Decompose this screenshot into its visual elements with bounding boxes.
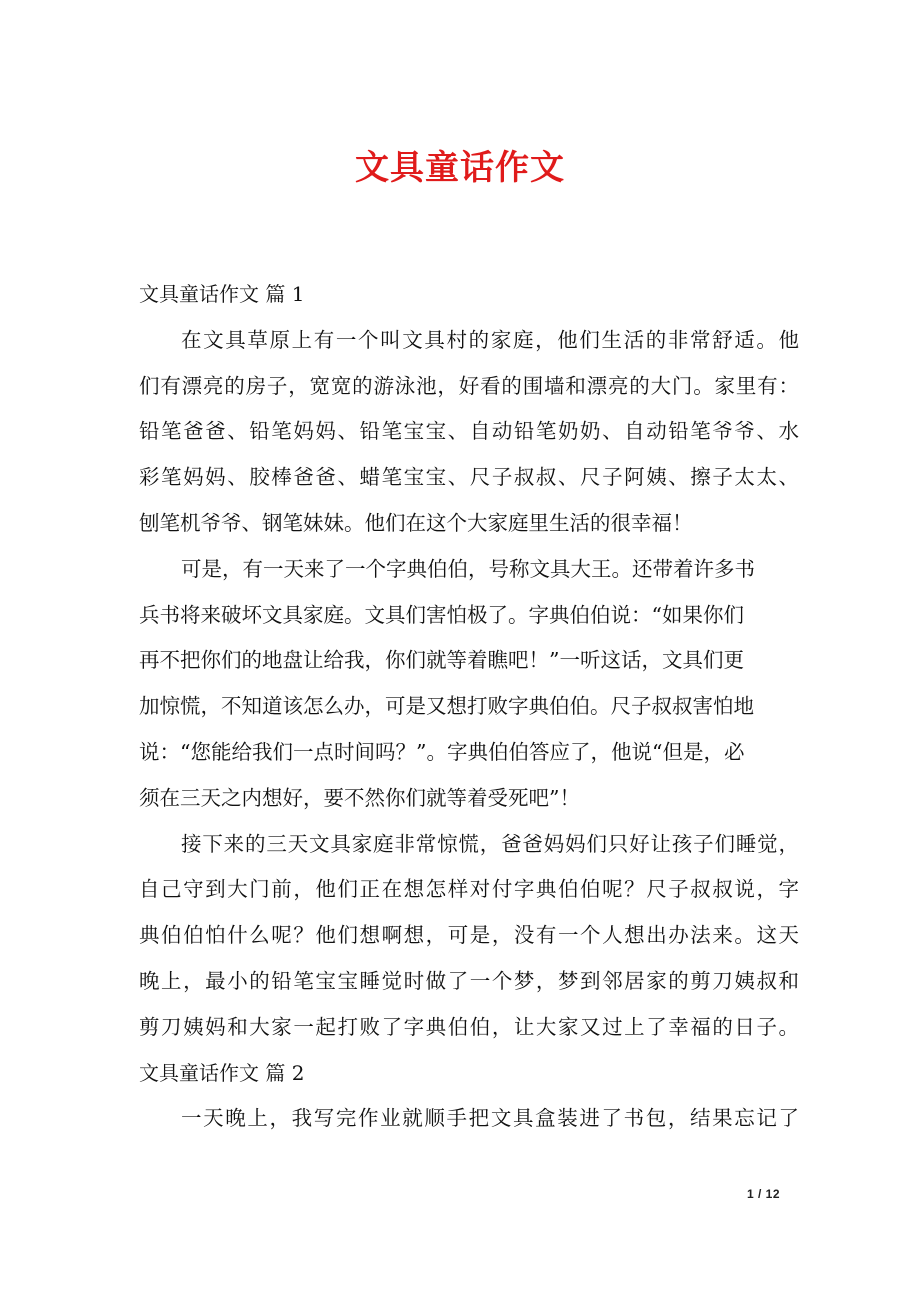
body-line: 一天晚上，我写完作业就顺手把文具盒装进了书包，结果忘记了 <box>181 1106 799 1131</box>
body-line: 晚上，最小的铅笔宝宝睡觉时做了一个梦，梦到邻居家的剪刀姨叔和 <box>139 968 799 993</box>
body-line: 在文具草原上有一个叫文具村的家庭，他们生活的非常舒适。他 <box>181 327 799 352</box>
body-line: 说：“您能给我们一点时间吗？”。字典伯伯答应了，他说“但是，必 <box>139 739 745 764</box>
body-line: 刨笔机爷爷、钢笔妹妹。他们在这个大家庭里生活的很幸福！ <box>139 510 693 535</box>
body-line: 须在三天之内想好，要不然你们就等着受死吧”！ <box>139 785 580 810</box>
body-line: 接下来的三天文具家庭非常惊慌，爸爸妈妈们只好让孩子们睡觉， <box>181 831 799 856</box>
body-line: 们有漂亮的房子，宽宽的游泳池，好看的围墙和漂亮的大门。家里有： <box>139 373 799 398</box>
body-line: 典伯伯怕什么呢？他们想啊想，可是，没有一个人想出办法来。这天 <box>139 923 799 948</box>
document-title: 文具童话作文 <box>355 148 565 188</box>
body-line: 自己守到大门前，他们正在想怎样对付字典伯伯呢？尺子叔叔说，字 <box>139 877 799 902</box>
page-number: 1 / 12 <box>746 1187 780 1201</box>
section-heading: 文具童话作文 篇 1 <box>139 282 305 306</box>
body-line: 再不把你们的地盘让给我，你们就等着瞧吧！”一听这话，文具们更 <box>139 648 744 673</box>
body-line: 铅笔爸爸、铅笔妈妈、铅笔宝宝、自动铅笔奶奶、自动铅笔爷爷、水 <box>139 419 799 444</box>
body-line: 加惊慌，不知道该怎么办，可是又想打败字典伯伯。尺子叔叔害怕地 <box>139 694 754 719</box>
section-heading: 文具童话作文 篇 2 <box>139 1060 305 1085</box>
body-line: 可是，有一天来了一个字典伯伯，号称文具大王。还带着许多书 <box>181 556 755 581</box>
body-line: 剪刀姨妈和大家一起打败了字典伯伯，让大家又过上了幸福的日子。 <box>139 1014 799 1039</box>
body-line: 兵书将来破坏文具家庭。文具们害怕极了。字典伯伯说：“如果你们 <box>139 602 744 627</box>
document-body <box>139 272 799 1142</box>
body-line: 彩笔妈妈、胶棒爸爸、蜡笔宝宝、尺子叔叔、尺子阿姨、擦子太太、 <box>139 465 799 490</box>
